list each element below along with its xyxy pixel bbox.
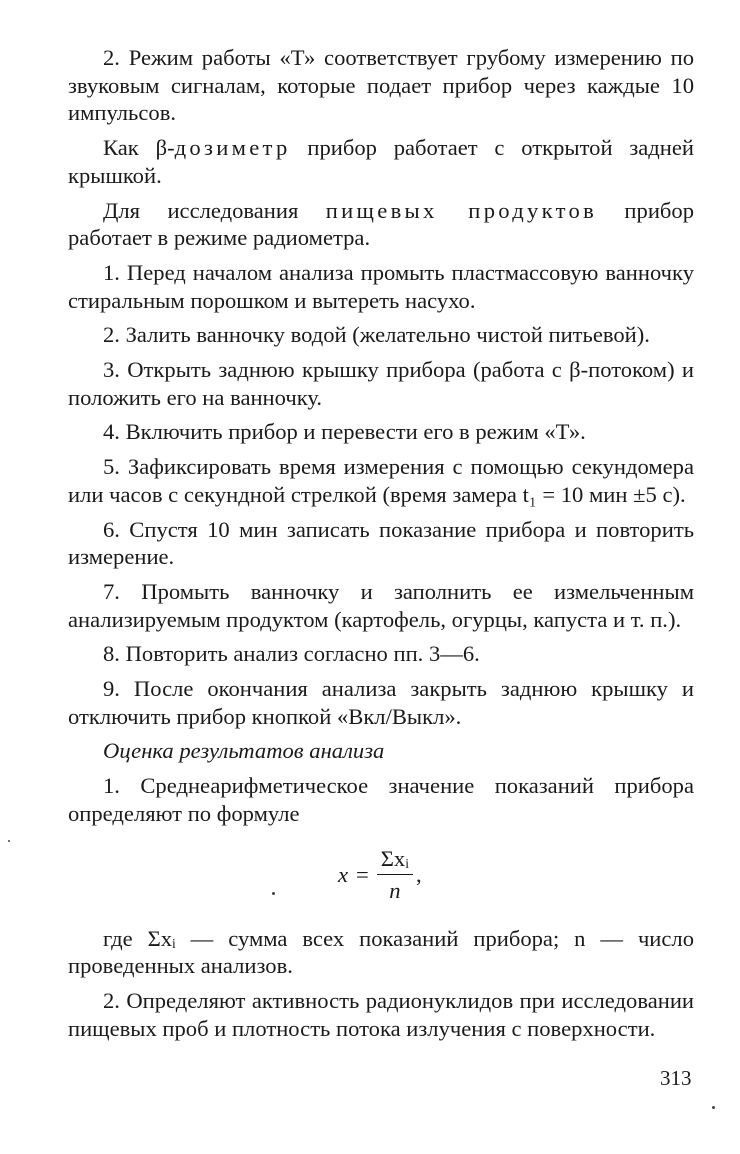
emphasized-term: дозиметр xyxy=(174,135,291,161)
formula-numerator: Σxᵢ xyxy=(377,845,413,876)
page-number: 313 xyxy=(660,1066,692,1090)
formula-denominator: n xyxy=(389,878,401,904)
result-step-1: 1. Среднеарифметическое значение показаний прибора определяют по формуле xyxy=(68,773,694,826)
formula-lhs: x xyxy=(338,861,349,887)
paragraph-mode-t: 2. Режим работы «Т» соответствует грубому измерению по звуковым сигналам, которые подает прибор через каждые 10 импульсов. xyxy=(68,45,694,126)
section-heading: Оценка результатов анализа xyxy=(103,738,385,764)
formula-fraction xyxy=(377,845,413,905)
step-9: 9. После окончания анализа закрыть заднюю крышку и отключить прибор кнопкой «Вкл/Выкл». xyxy=(68,676,694,729)
paragraph-food-products xyxy=(68,197,694,252)
paragraph-text-part: прибор работает с открытой задней крышкой. xyxy=(68,135,694,188)
emphasized-term: пищевых продуктов xyxy=(325,197,598,223)
formula-block xyxy=(68,833,694,921)
paragraph-beta-dosimeter xyxy=(68,134,694,189)
step-2: 2. Залить ванночку водой (желательно чистой питьевой). xyxy=(103,322,650,348)
paragraph-text-part: прибор работает в режиме радиометра. xyxy=(68,197,694,251)
scan-speck xyxy=(712,1106,715,1109)
step-7: 7. Промыть ванночку и заполнить ее измельченным анализируемым продуктом (картофель, огурцы, капуста и т. п.). xyxy=(68,578,694,632)
formula-comma: , xyxy=(415,861,422,887)
step-1: 1. Перед началом анализа промыть пластмассовую ванночку стиральным порошком и вытереть насухо. xyxy=(68,259,694,313)
scan-speck xyxy=(272,892,275,895)
step-4: 4. Включить прибор и перевести его в режим «Т». xyxy=(103,419,586,445)
page-body xyxy=(68,44,694,1042)
paragraph-text-part: Для исследования xyxy=(103,197,326,223)
formula-equals: = xyxy=(356,861,369,887)
scan-speck xyxy=(8,840,10,842)
mean-formula xyxy=(338,845,422,905)
result-step-2: 2. Определяют активность радионуклидов при исследовании пищевых проб и плотность потока излучения с поверхности. xyxy=(68,987,694,1041)
step-5: 5. Зафиксировать время измерения с помощью секундомера или часов с секундной стрелкой (время замера t₁ = 10 мин ±5 с). xyxy=(68,454,694,507)
step-6: 6. Спустя 10 мин записать показание прибора и повторить измерение. xyxy=(68,516,694,570)
step-8: 8. Повторить анализ согласно пп. 3—6. xyxy=(103,641,480,667)
formula-explanation: где Σxᵢ — сумма всех показаний прибора; n — число проведенных анализов. xyxy=(68,925,694,979)
paragraph-text-part: Как β- xyxy=(103,135,175,161)
step-3: 3. Открыть заднюю крышку прибора (работа с β-потоком) и положить его на ванночку. xyxy=(68,357,694,410)
